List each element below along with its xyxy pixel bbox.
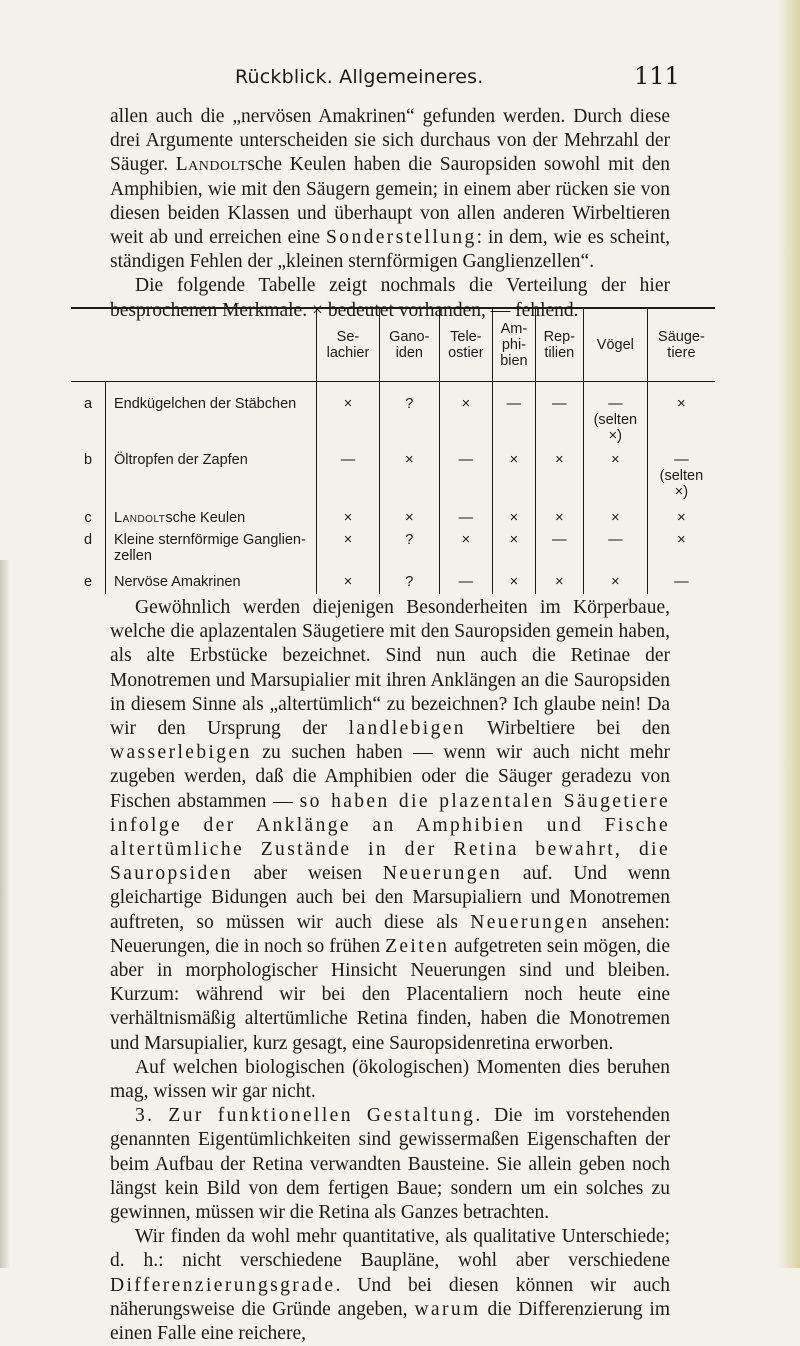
spaced-emphasis: Neuerungen bbox=[382, 863, 503, 885]
cell-value: — bbox=[506, 396, 522, 412]
cell-value: × bbox=[509, 510, 519, 526]
row-label bbox=[106, 508, 317, 530]
row-label-text: sche Keulen bbox=[165, 510, 246, 526]
table-cell bbox=[379, 450, 439, 508]
table-cell bbox=[647, 450, 715, 508]
table-cell bbox=[439, 508, 492, 530]
spaced-emphasis: Differenzierungsgrade bbox=[110, 1274, 336, 1296]
cell-value: ? bbox=[405, 574, 414, 590]
cell-value: — bbox=[608, 532, 623, 548]
row-label bbox=[106, 572, 317, 594]
column-header-label: Se- lachier bbox=[326, 329, 370, 361]
table-cell bbox=[439, 450, 492, 508]
table-cell bbox=[493, 450, 536, 508]
table-cell bbox=[647, 572, 715, 594]
table-cell bbox=[535, 508, 583, 530]
cell-value: — bbox=[340, 452, 356, 468]
cell-value: — bbox=[552, 396, 567, 412]
table-cell bbox=[583, 450, 647, 508]
column-header-label: Gano- iden bbox=[389, 329, 430, 361]
column-header-label: Tele- ostier bbox=[448, 329, 484, 361]
column-header-label: Am- phi- bien bbox=[500, 321, 528, 369]
table-cell bbox=[535, 382, 583, 451]
cell-value: × bbox=[509, 532, 519, 548]
column-header bbox=[439, 308, 492, 382]
cell-value: × bbox=[611, 452, 620, 468]
running-head: Rückblick. Allgemeineres. bbox=[235, 66, 484, 88]
cell-value: × bbox=[343, 510, 353, 526]
text-block-bottom bbox=[110, 596, 670, 1346]
text-run: . Und bei diesen können wir auch näherungsweise die Gründe angeben, bbox=[110, 1274, 670, 1320]
cell-value: × bbox=[405, 510, 414, 526]
cell-value: × bbox=[555, 452, 564, 468]
table-cell bbox=[583, 508, 647, 530]
cell-value: — bbox=[552, 532, 567, 548]
text-run: Die im vorstehenden genannten Eigentümlichkeiten sind gewissermaßen Eigenschaften der beim Aufbau der Retina verwandten Bausteine. Sie allein geben noch längst kein Bild von dem fertigen Baue; sondern um ein solches zu gewinnen, müssen wir die Retina als Ganzes betrachten. bbox=[110, 1105, 670, 1224]
column-header bbox=[535, 308, 583, 382]
table-cell bbox=[439, 530, 492, 572]
table-row bbox=[71, 530, 715, 572]
cell-value: × bbox=[509, 574, 519, 590]
row-letter: b bbox=[83, 452, 93, 468]
spaced-emphasis: landlebigen bbox=[348, 718, 466, 740]
table-cell bbox=[583, 382, 647, 451]
spaced-emphasis: so haben die plazentalen Säugetiere infolge der Anklänge an Amphibien und Fische altertümliche Zustände in der Retina bewahrt, die Sauropsiden bbox=[110, 790, 670, 885]
cell-value: × bbox=[555, 510, 564, 526]
text-block-top bbox=[110, 105, 670, 323]
paragraph: Die folgende Tabelle zeigt nochmals die Verteilung der hier besprochenen Merkmale. × bedeutet vorhanden, — fehlend. bbox=[110, 275, 670, 321]
header-blank bbox=[71, 308, 106, 382]
small-caps-name: Landolt bbox=[114, 510, 166, 526]
text-run: aufgetreten sein mögen, die aber in morphologischer Hinsicht Neuerungen sind und bleiben. Kurzum: während wir bei den Placentaliern noch heute eine verhältnismäßig altertümliche Retina finden, haben die Monotremen und Marsupialier, kurz gesagt, eine Sauropsidenretina erworben. bbox=[110, 935, 670, 1054]
cell-value: × bbox=[461, 532, 471, 548]
cell-value: × bbox=[611, 510, 620, 526]
table-cell bbox=[317, 382, 380, 451]
table-cell bbox=[439, 572, 492, 594]
page-edge-shadow bbox=[778, 0, 800, 1268]
cell-value: × bbox=[461, 396, 471, 412]
table-cell bbox=[317, 572, 380, 594]
text-run: zu suchen haben — wenn wir auch nicht mehr zugeben werden, daß die Amphibien oder die Säuger geradezu von Fischen abstammen — bbox=[110, 742, 670, 812]
table-row bbox=[71, 508, 715, 530]
text-run: sche Keulen haben die Sauropsiden sowohl mit den Amphibien, wie mit den Säugern gemein; in einem aber rücken sie von diesen beiden Klassen und überhaupt von allen anderen Wirbeltieren weit ab und erreichen eine bbox=[110, 154, 670, 249]
row-label bbox=[106, 382, 317, 451]
paragraph bbox=[110, 1225, 670, 1346]
table-row bbox=[71, 572, 715, 594]
row-label bbox=[106, 450, 317, 508]
row-label bbox=[106, 530, 317, 572]
row-label-text: Öltropfen der Zapfen bbox=[114, 452, 248, 468]
paragraph bbox=[110, 105, 670, 274]
paragraph bbox=[110, 596, 670, 1056]
row-label-text: Nervöse Amakrinen bbox=[114, 574, 241, 590]
column-header bbox=[647, 308, 715, 382]
table-cell bbox=[379, 530, 439, 572]
spaced-emphasis: Neuerungen bbox=[470, 911, 590, 933]
table-cell bbox=[535, 572, 583, 594]
table-cell bbox=[493, 508, 536, 530]
cell-value: — (selten ×) bbox=[593, 396, 638, 444]
column-header bbox=[583, 308, 647, 382]
column-header bbox=[317, 308, 380, 382]
table-row bbox=[71, 382, 715, 451]
paragraph: Auf welchen biologischen (ökologischen) Momenten dies beruhen mag, wissen wir gar nicht. bbox=[110, 1056, 670, 1103]
page-gutter-shadow bbox=[0, 560, 10, 1268]
table-cell bbox=[493, 530, 536, 572]
column-header-label: Rep- tilien bbox=[543, 329, 576, 361]
table-cell bbox=[583, 530, 647, 572]
cell-value: × bbox=[677, 510, 686, 526]
cell-value: × bbox=[677, 396, 686, 412]
column-header bbox=[493, 308, 536, 382]
table-cell bbox=[439, 382, 492, 451]
table-row bbox=[71, 450, 715, 508]
table-cell bbox=[379, 382, 439, 451]
row-label-text: Kleine sternförmige Ganglien- zellen bbox=[114, 532, 306, 564]
cell-value: × bbox=[611, 574, 620, 590]
row-letter: e bbox=[83, 574, 93, 590]
cell-value: ? bbox=[405, 532, 414, 548]
text-run: allen auch die „nervösen Amakrinen“ gefunden werden. Durch diese drei Argumente unterscheiden sie sich durchaus von der Mehrzahl der Säuger. bbox=[110, 106, 670, 176]
table-cell bbox=[647, 382, 715, 451]
row-letter: d bbox=[83, 532, 93, 548]
paragraph bbox=[110, 1104, 670, 1225]
row-label-text: Endkügelchen der Stäbchen bbox=[114, 396, 297, 412]
section-heading: 3. Zur funktionellen Gestaltung. bbox=[135, 1105, 483, 1127]
cell-value: × bbox=[343, 574, 353, 590]
spaced-emphasis: wasserlebigen bbox=[110, 742, 252, 764]
table-cell bbox=[647, 530, 715, 572]
column-header-label: Vögel bbox=[596, 337, 634, 353]
row-letter: c bbox=[84, 510, 92, 526]
row-letter: a bbox=[83, 396, 93, 412]
small-caps-name: Landolt bbox=[175, 154, 248, 176]
cell-value: ? bbox=[405, 396, 414, 412]
text-run: : in dem, wie es scheint, ständigen Fehlen der „kleinen sternförmigen Ganglienzellen“. bbox=[110, 227, 670, 273]
table-cell bbox=[379, 572, 439, 594]
table-cell bbox=[535, 530, 583, 572]
table-cell bbox=[647, 508, 715, 530]
table-cell bbox=[317, 530, 380, 572]
text-run: ansehen: Neuerungen, die in noch so frühen bbox=[110, 911, 670, 957]
table-cell bbox=[583, 572, 647, 594]
table-cell bbox=[493, 382, 536, 451]
cell-value: — bbox=[458, 574, 474, 590]
cell-value: × bbox=[555, 574, 564, 590]
cell-value: — bbox=[458, 510, 474, 526]
spaced-emphasis: warum bbox=[414, 1298, 481, 1320]
table-cell bbox=[493, 572, 536, 594]
column-header bbox=[379, 308, 439, 382]
text-run: Gewöhnlich werden diejenigen Besonderheiten im Körperbaue, welche die aplazentalen Säugetiere mit den Sauropsiden gemein haben, als alte Erbstücke bezeichnet. Sind nun auch die Retinae der Monotremen und Marsupialier mit ihren Anklängen an die Sauropsiden in diesem Sinne als „altertümlich“ zu bezeichnen? Ich glaube nein! Da wir den Ursprung der bbox=[110, 597, 670, 740]
column-header-label: Säuge- tiere bbox=[658, 329, 705, 361]
page-number: 111 bbox=[634, 62, 680, 90]
table-cell bbox=[379, 508, 439, 530]
header-blank bbox=[106, 308, 317, 382]
spaced-emphasis: Sonderstellung bbox=[326, 227, 477, 249]
cell-value: × bbox=[677, 532, 686, 548]
cell-value: × bbox=[405, 452, 414, 468]
cell-value: × bbox=[509, 452, 519, 468]
cell-value: × bbox=[343, 396, 353, 412]
cell-value: × bbox=[343, 532, 353, 548]
spaced-emphasis: Zeiten bbox=[385, 935, 450, 957]
table-cell bbox=[317, 450, 380, 508]
table-header-row bbox=[71, 308, 715, 382]
text-run: aber weisen bbox=[232, 863, 383, 885]
cell-value: — bbox=[674, 574, 689, 590]
table-cell bbox=[535, 450, 583, 508]
text-run: auf. Und wenn gleichartige Bidungen auch bei den Marsupialiern und Monotremen auftreten, so müssen wir auch diese als bbox=[110, 863, 670, 933]
text-run: Wirbeltiere bei den bbox=[465, 718, 670, 740]
text-run: Wir finden da wohl mehr quantitative, als qualitative Unterschiede; d. h.: nicht verschiedene Baupläne, wohl aber verschiedene bbox=[110, 1226, 670, 1272]
text-run: die Differenzierung im einen Falle eine reichere, bbox=[110, 1298, 670, 1345]
cell-value: — (selten ×) bbox=[659, 452, 704, 500]
cell-value: — bbox=[458, 452, 474, 468]
feature-table bbox=[71, 307, 715, 594]
table-cell bbox=[317, 508, 380, 530]
